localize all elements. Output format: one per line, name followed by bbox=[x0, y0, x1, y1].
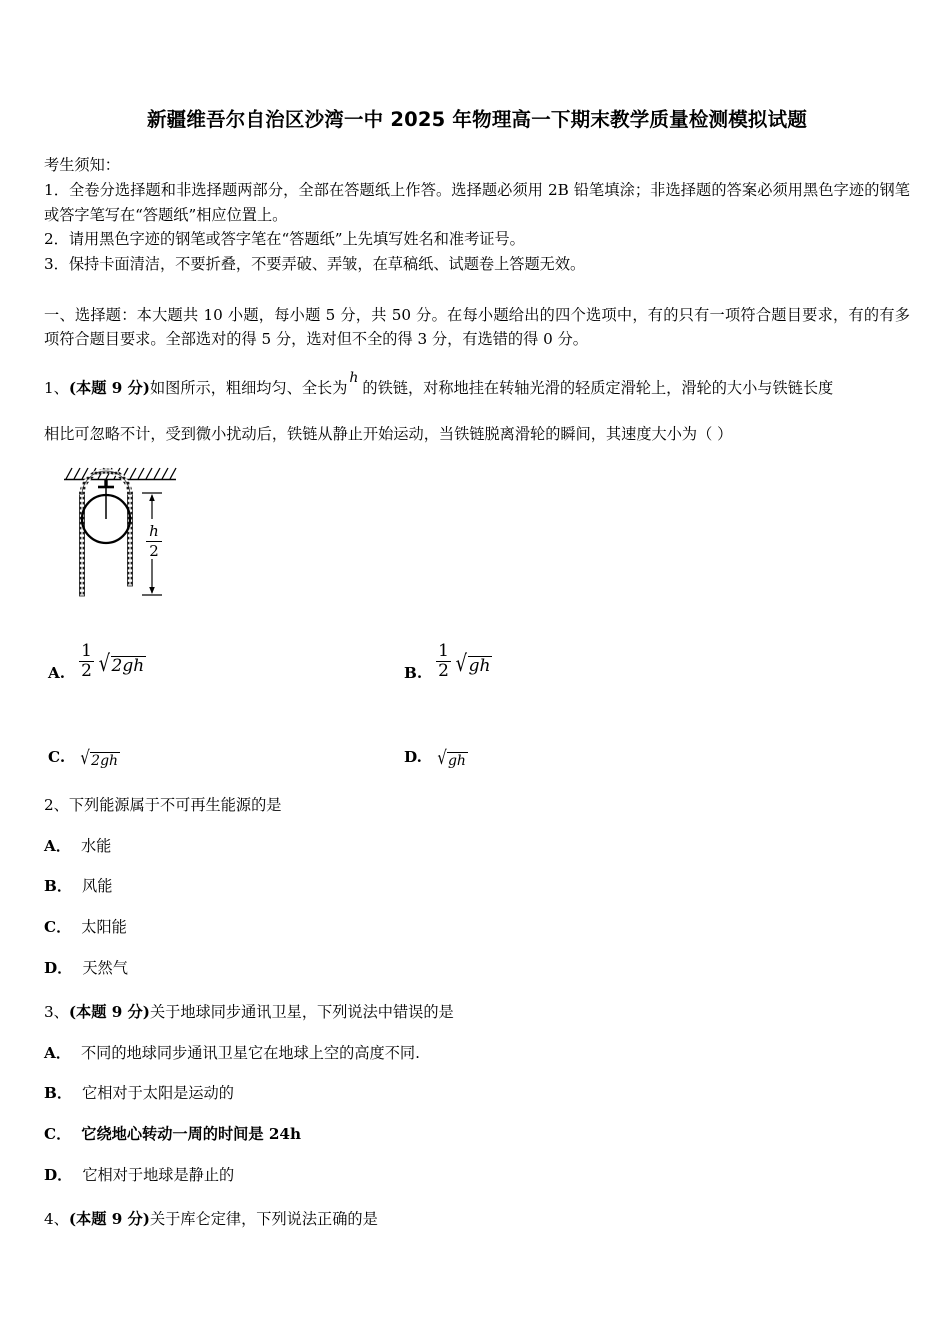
option-b-fraction bbox=[436, 643, 451, 680]
question-4 bbox=[44, 1207, 910, 1232]
option-c-radicand: 2gh bbox=[91, 753, 119, 770]
option-c-sqrt bbox=[79, 747, 120, 770]
question-1-stem-line2: 相比可忽略不计，受到微小扰动后，铁链从静止开始运动，当铁链脱离滑轮的瞬间，其速度大小为（ ） bbox=[44, 425, 733, 444]
question-1-option-d[interactable] bbox=[404, 723, 468, 770]
notice-item-1: 1．全卷分选择题和非选择题两部分，全部在答题纸上作答。选择题必须用 2B 铅笔填涂；非选择题的答案必须用黑色字迹的钢笔或答字笔写在“答题纸”相应位置上。 bbox=[44, 181, 910, 224]
question-3-stem bbox=[44, 1000, 910, 1025]
question-2-number: 2、 bbox=[44, 796, 69, 815]
option-c-label: C． bbox=[44, 917, 72, 936]
option-c-text: 太阳能 bbox=[81, 917, 127, 936]
option-a-denominator: 2 bbox=[81, 661, 92, 682]
option-d-label: D． bbox=[44, 1165, 73, 1184]
option-c-label: C． bbox=[44, 1125, 72, 1144]
question-3-option-b[interactable] bbox=[44, 1081, 910, 1106]
question-4-number: 4、 bbox=[44, 1210, 69, 1229]
chain-right-strand bbox=[128, 492, 133, 586]
option-a-label: A． bbox=[44, 836, 71, 855]
pulley-chain-diagram bbox=[58, 461, 198, 611]
question-3-option-c[interactable] bbox=[44, 1122, 910, 1147]
question-1-number: 1、 bbox=[44, 378, 69, 397]
option-c-label: C. bbox=[48, 747, 66, 766]
option-a-text: 水能 bbox=[80, 836, 112, 855]
option-b-label: B． bbox=[44, 1084, 73, 1103]
question-2-option-b[interactable] bbox=[44, 874, 910, 899]
question-1-options-row-1 bbox=[44, 639, 910, 683]
option-b-label: B． bbox=[44, 877, 73, 896]
option-a-radicand: 2gh bbox=[111, 656, 145, 677]
radical-icon: √ bbox=[437, 747, 447, 770]
question-3-points: (本题 9 分) bbox=[68, 1003, 150, 1022]
option-b-denominator: 2 bbox=[438, 661, 449, 682]
page-content bbox=[44, 0, 910, 1232]
option-d-text: 它相对于地球是静止的 bbox=[82, 1165, 235, 1184]
question-1-stem-part1: 如图所示，粗细均匀、全长为 bbox=[149, 378, 348, 397]
question-4-stem bbox=[44, 1207, 910, 1232]
option-b-text: 风能 bbox=[82, 877, 113, 896]
question-1-stem-part2: 的铁链，对称地挂在转轴光滑的轻质定滑轮上，滑轮的大小与铁链长度 bbox=[362, 378, 834, 397]
notice-heading: 考生须知： bbox=[44, 156, 120, 175]
option-b-numerator: 1 bbox=[438, 641, 449, 662]
question-2-stem bbox=[44, 793, 910, 818]
question-2-option-c[interactable] bbox=[44, 915, 910, 940]
question-3-number: 3、 bbox=[44, 1003, 69, 1022]
question-2-option-d[interactable] bbox=[44, 956, 910, 981]
option-a-sqrt bbox=[97, 651, 146, 678]
radical-icon: √ bbox=[98, 651, 110, 678]
option-b-radicand: gh bbox=[468, 656, 491, 677]
option-b-text: 它相对于太阳是运动的 bbox=[82, 1084, 234, 1103]
option-d-label: D． bbox=[44, 958, 73, 977]
option-d-expression bbox=[436, 747, 468, 770]
question-1-stem-line1 bbox=[44, 369, 910, 401]
radical-icon: √ bbox=[455, 651, 467, 678]
question-3-option-d[interactable] bbox=[44, 1163, 910, 1188]
question-3 bbox=[44, 1000, 910, 1187]
question-1-points: (本题 9 分) bbox=[68, 378, 150, 397]
option-a-label: A． bbox=[44, 1043, 71, 1062]
section-header-choice: 一、选择题：本大题共 10 小题，每小题 5 分，共 50 分。在每小题给出的四个选项中，有的只有一项符合题目要求，有的有多项符合题目要求。全部选对的得 5 分，选对但不全的得 3 分，有选错的得 0 分。 bbox=[44, 305, 910, 349]
notice-item-2: 2．请用黑色字迹的钢笔或答字笔在“答题纸”上先填写姓名和准考证号。 bbox=[44, 230, 525, 249]
option-c-expression bbox=[79, 747, 120, 770]
question-1-variable-h: h bbox=[349, 369, 359, 386]
option-b-sqrt bbox=[454, 651, 492, 678]
dimension-denominator: 2 bbox=[149, 542, 159, 561]
question-1-option-c[interactable] bbox=[48, 723, 120, 770]
option-d-label: D. bbox=[404, 747, 422, 766]
option-a-numerator: 1 bbox=[81, 641, 92, 662]
option-d-sqrt bbox=[436, 747, 468, 770]
question-4-points: (本题 9 分) bbox=[68, 1210, 150, 1229]
dimension-numerator: h bbox=[149, 522, 159, 541]
option-b-expression bbox=[436, 641, 492, 683]
option-a-fraction bbox=[79, 643, 94, 680]
question-3-stem-text: 关于地球同步通讯卫星，下列说法中错误的是 bbox=[149, 1003, 454, 1022]
option-b-label: B. bbox=[404, 663, 423, 682]
question-1-option-b[interactable] bbox=[404, 639, 492, 683]
pulley-support bbox=[98, 480, 114, 519]
question-2 bbox=[44, 793, 910, 980]
question-1-options-row-2 bbox=[44, 723, 910, 770]
question-2-stem-text: 下列能源属于不可再生能源的是 bbox=[68, 796, 282, 815]
option-d-radicand: gh bbox=[447, 753, 466, 770]
notice-item-3: 3．保持卡面清洁，不要折叠，不要弄破、弄皱，在草稿纸、试题卷上答题无效。 bbox=[44, 254, 586, 273]
dimension-label-h-over-2 bbox=[142, 524, 166, 559]
page-title: 新疆维吾尔自治区沙湾一中 2025 年物理高一下期末教学质量检测模拟试题 bbox=[146, 108, 808, 131]
option-a-text: 不同的地球同步通讯卫星它在地球上空的高度不同. bbox=[80, 1043, 420, 1062]
radical-icon: √ bbox=[80, 747, 90, 770]
question-2-option-a[interactable] bbox=[44, 834, 910, 859]
option-d-text: 天然气 bbox=[82, 958, 128, 977]
question-1-option-a[interactable] bbox=[48, 639, 146, 683]
question-1-figure bbox=[58, 461, 198, 611]
option-a-expression bbox=[79, 641, 146, 683]
candidate-notice bbox=[44, 153, 910, 276]
question-4-stem-text: 关于库仑定律，下列说法正确的是 bbox=[149, 1210, 378, 1229]
option-a-label: A. bbox=[48, 663, 66, 682]
question-3-option-a[interactable] bbox=[44, 1041, 910, 1066]
option-c-text: 它绕地心转动一周的时间是 24h bbox=[81, 1125, 301, 1144]
